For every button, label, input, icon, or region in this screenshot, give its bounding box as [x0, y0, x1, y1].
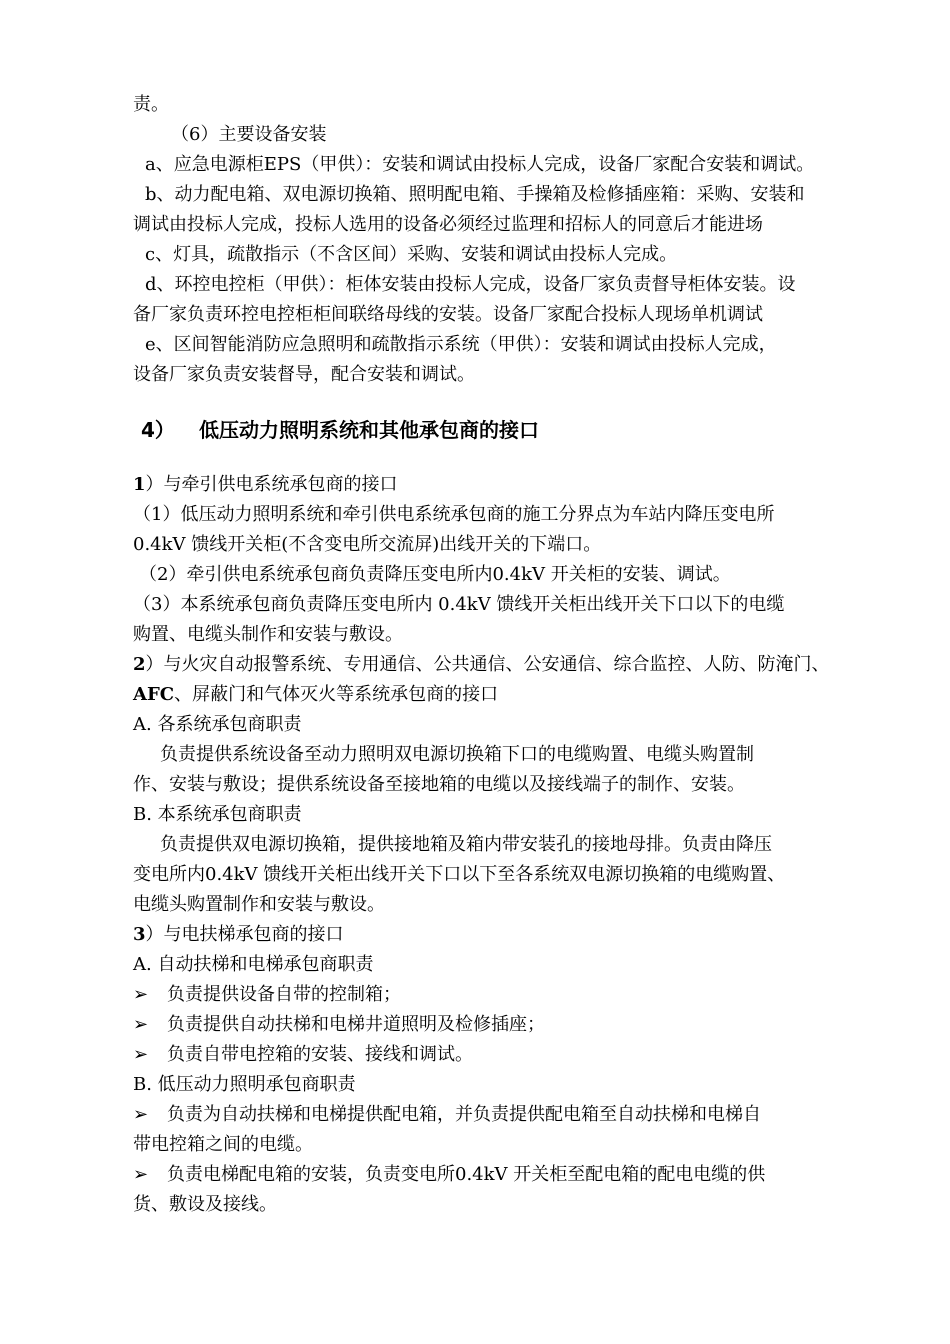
- list-item-text: 负责电梯配电箱的安装，负责变电所0.4kV 开关柜至配电箱的配电电缆的供: [167, 1164, 766, 1185]
- text-line: 0.4kV 馈线开关柜(不含变电所交流屏)出线开关的下端口。: [133, 534, 602, 555]
- text-line: 带电控箱之间的电缆。: [133, 1134, 313, 1155]
- text-line: c、灯具，疏散指示（不含区间）采购、安装和调试由投标人完成。: [145, 244, 678, 265]
- part-number: 2: [133, 654, 146, 675]
- part-title-text: 、屏蔽门和气体灭火等系统承包商的接口: [174, 684, 499, 705]
- arrow-bullet-icon: ➢: [133, 984, 149, 1005]
- document-body: [133, 90, 830, 1220]
- section-heading: [133, 410, 823, 450]
- subtitle: A. 各系统承包商职责: [133, 714, 302, 735]
- part-title-text: ）与火灾自动报警系统、专用通信、公共通信、公安通信、综合监控、人防、防淹门、: [145, 654, 830, 675]
- heading-number: 4）: [141, 418, 175, 442]
- text-line: d、环控电控柜（甲供）：柜体安装由投标人完成，设备厂家负责督导柜体安装。设: [145, 274, 796, 295]
- arrow-bullet-icon: ➢: [133, 1044, 149, 1065]
- list-item: [133, 980, 823, 1010]
- text-line: 设备厂家负责安装督导，配合安装和调试。: [133, 364, 475, 385]
- list-item: [133, 1160, 823, 1190]
- text-line: 作、安装与敷设；提供系统设备至接地箱的电缆以及接线端子的制作、安装。: [133, 774, 745, 795]
- text-line: b、动力配电箱、双电源切换箱、照明配电箱、手操箱及检修插座箱：采购、安装和: [145, 184, 805, 205]
- part-title: [133, 650, 830, 680]
- heading-title: 低压动力照明系统和其他承包商的接口: [199, 418, 539, 442]
- text-line: e、区间智能消防应急照明和疏散指示系统（甲供）：安装和调试由投标人完成，: [145, 334, 777, 355]
- text-line: 货、敷设及接线。: [133, 1194, 277, 1215]
- afc-label: AFC: [133, 684, 175, 705]
- subsection-title: （6）主要设备安装: [171, 124, 327, 145]
- subtitle: B. 本系统承包商职责: [133, 804, 302, 825]
- text-line: 调试由投标人完成，投标人选用的设备必须经过监理和招标人的同意后才能进场: [133, 214, 763, 235]
- part-title-text: ）与电扶梯承包商的接口: [145, 924, 344, 945]
- list-item-text: 负责为自动扶梯和电梯提供配电箱，并负责提供配电箱至自动扶梯和电梯自: [167, 1104, 761, 1125]
- part-title: [133, 470, 823, 500]
- text-line: （2）牵引供电系统承包商负责降压变电所内0.4kV 开关柜的安装、调试。: [139, 564, 731, 585]
- text-line: 备厂家负责环控电控柜柜间联络母线的安装。设备厂家配合投标人现场单机调试: [133, 304, 763, 325]
- text-line: 变电所内0.4kV 馈线开关柜出线开关下口以下至各系统双电源切换箱的电缆购置、: [133, 864, 786, 885]
- list-item: [133, 1040, 823, 1070]
- part-title: [133, 920, 823, 950]
- text-line: a、应急电源柜EPS（甲供）：安装和调试由投标人完成，设备厂家配合安装和调试。: [145, 154, 815, 175]
- arrow-bullet-icon: ➢: [133, 1104, 149, 1125]
- text-line: 电缆头购置制作和安装与敷设。: [133, 894, 385, 915]
- subtitle: B. 低压动力照明承包商职责: [133, 1074, 356, 1095]
- text-line: （1）低压动力照明系统和牵引供电系统承包商的施工分界点为车站内降压变电所: [133, 504, 775, 525]
- text-line: 购置、电缆头制作和安装与敷设。: [133, 624, 403, 645]
- text-line: 责。: [133, 94, 169, 115]
- text-line: （3）本系统承包商负责降压变电所内 0.4kV 馈线开关柜出线开关下口以下的电缆: [133, 594, 785, 615]
- part-number: 1: [133, 474, 146, 495]
- text-line: 负责提供系统设备至动力照明双电源切换箱下口的电缆购置、电缆头购置制: [160, 744, 754, 765]
- list-item-text: 负责提供设备自带的控制箱；: [167, 984, 401, 1005]
- arrow-bullet-icon: ➢: [133, 1014, 149, 1035]
- list-item-text: 负责提供自动扶梯和电梯井道照明及检修插座；: [167, 1014, 545, 1035]
- list-item-text: 负责自带电控箱的安装、接线和调试。: [167, 1044, 473, 1065]
- part-title-text: ）与牵引供电系统承包商的接口: [145, 474, 398, 495]
- list-item: [133, 1100, 823, 1130]
- part-title-cont: [133, 680, 823, 710]
- part-number: 3: [133, 924, 146, 945]
- list-item: [133, 1010, 823, 1040]
- arrow-bullet-icon: ➢: [133, 1164, 149, 1185]
- subtitle: A. 自动扶梯和电梯承包商职责: [133, 954, 374, 975]
- text-line: 负责提供双电源切换箱，提供接地箱及箱内带安装孔的接地母排。负责由降压: [160, 834, 772, 855]
